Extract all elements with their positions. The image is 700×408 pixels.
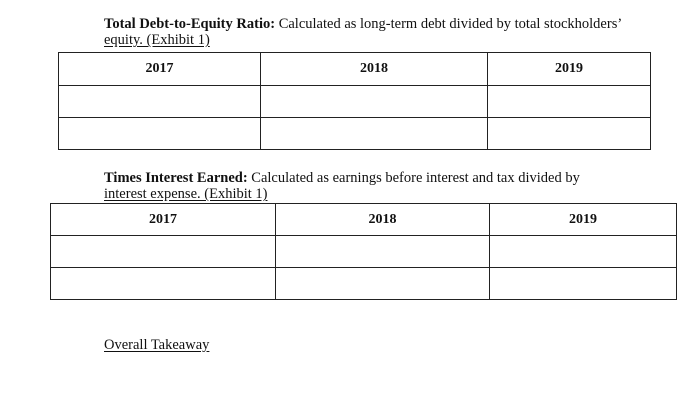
- table-cell[interactable]: [261, 86, 488, 118]
- debt-equity-text-line2: equity. (Exhibit 1): [104, 32, 210, 48]
- table-cell[interactable]: [276, 236, 490, 268]
- table-header-row: [59, 53, 651, 86]
- table-row: [51, 236, 677, 268]
- table-cell[interactable]: [488, 86, 651, 118]
- debt-equity-table: [58, 52, 651, 150]
- tie-paragraph: [104, 170, 644, 202]
- table-cell[interactable]: [59, 118, 261, 150]
- tie-text-line1: Calculated as earnings before interest and tax divided by: [247, 170, 580, 186]
- table-cell[interactable]: [490, 236, 677, 268]
- debt-equity-paragraph: [104, 16, 644, 48]
- header-2018: 2018: [276, 204, 490, 236]
- tie-heading: Times Interest Earned:: [104, 170, 248, 186]
- table-cell[interactable]: [261, 118, 488, 150]
- header-2018: 2018: [261, 53, 488, 86]
- table-cell[interactable]: [51, 268, 276, 300]
- header-2017: 2017: [51, 204, 276, 236]
- table-cell[interactable]: [276, 268, 490, 300]
- table-row: [59, 118, 651, 150]
- debt-equity-heading: Total Debt-to-Equity Ratio:: [104, 16, 276, 32]
- table-row: [51, 268, 677, 300]
- debt-equity-text-line1: Calculated as long-term debt divided by total stockholders’: [275, 16, 623, 32]
- table-header-row: [51, 204, 677, 236]
- header-2019: 2019: [488, 53, 651, 86]
- table-cell[interactable]: [51, 236, 276, 268]
- tie-text-line2: interest expense. (Exhibit 1): [104, 186, 268, 202]
- tie-table: [50, 203, 677, 300]
- table-cell[interactable]: [488, 118, 651, 150]
- table-row: [59, 86, 651, 118]
- overall-takeaway-heading: Overall Takeaway: [104, 337, 210, 353]
- table-cell[interactable]: [490, 268, 677, 300]
- table-cell[interactable]: [59, 86, 261, 118]
- header-2019: 2019: [490, 204, 677, 236]
- header-2017: 2017: [59, 53, 261, 86]
